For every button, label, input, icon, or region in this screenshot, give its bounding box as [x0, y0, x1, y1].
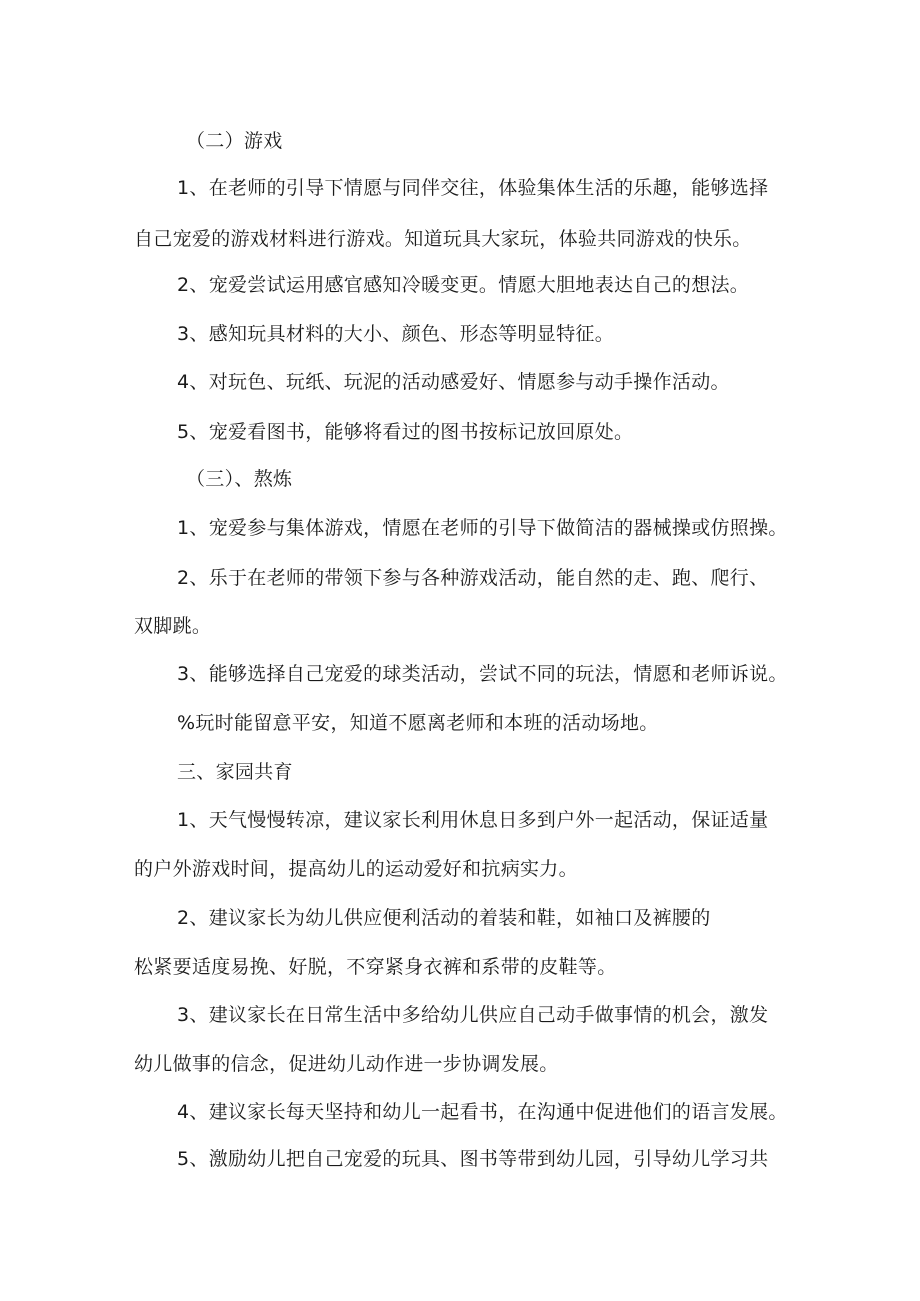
exercise-item-2-cont: 双脚跳。	[134, 615, 212, 637]
section-heading-games: （二）游戏	[186, 130, 283, 152]
home-school-item-2: 2、建议家长为幼儿供应便利活动的着装和鞋，如袖口及裤腰的	[177, 907, 711, 929]
games-item-2: 2、宠爱尝试运用感官感知冷暖变更。情愿大胆地表达自己的想法。	[177, 274, 750, 296]
exercise-item-2: 2、乐于在老师的带领下参与各种游戏活动，能自然的走、跑、爬行、	[177, 567, 769, 589]
home-school-item-5: 5、激励幼儿把自己宠爱的玩具、图书等带到幼儿园，引导幼儿学习共	[177, 1148, 769, 1170]
games-item-5: 5、宠爱看图书，能够将看过的图书按标记放回原处。	[177, 421, 634, 443]
exercise-item-4: %玩时能留意平安，知道不愿离老师和本班的活动场地。	[177, 712, 659, 734]
games-item-1-cont: 自己宠爱的游戏材料进行游戏。知道玩具大家玩，体验共同游戏的快乐。	[134, 228, 752, 250]
section-heading-exercise: （三）、熬炼	[186, 468, 293, 490]
home-school-item-4: 4、建议家长每天坚持和幼儿一起看书，在沟通中促进他们的语言发展。	[177, 1101, 788, 1123]
home-school-item-3: 3、建议家长在日常生活中多给幼儿供应自己动手做事情的机会，激发	[177, 1004, 769, 1026]
home-school-item-3-cont: 幼儿做事的信念，促进幼儿动作进一步协调发展。	[134, 1053, 559, 1075]
section-heading-home-school: 三、家园共育	[177, 761, 293, 783]
games-item-4: 4、对玩色、玩纸、玩泥的活动感爱好、情愿参与动手操作活动。	[177, 371, 730, 393]
exercise-item-3: 3、能够选择自己宠爱的球类活动，尝试不同的玩法，情愿和老师诉说。	[177, 663, 788, 685]
home-school-item-1-cont: 的户外游戏时间，提高幼儿的运动爱好和抗病实力。	[134, 858, 578, 880]
home-school-item-1: 1、天气慢慢转凉，建议家长利用休息日多到户外一起活动，保证适量	[177, 809, 769, 831]
exercise-item-1: 1、宠爱参与集体游戏，情愿在老师的引导下做简洁的器械操或仿照操。	[177, 517, 788, 539]
games-item-1: 1、在老师的引导下情愿与同伴交往，体验集体生活的乐趣，能够选择	[177, 177, 769, 199]
home-school-item-2-cont: 松紧要适度易挽、好脱，不穿紧身衣裤和系带的皮鞋等。	[134, 956, 617, 978]
games-item-3: 3、感知玩具材料的大小、颜色、形态等明显特征。	[177, 323, 614, 345]
